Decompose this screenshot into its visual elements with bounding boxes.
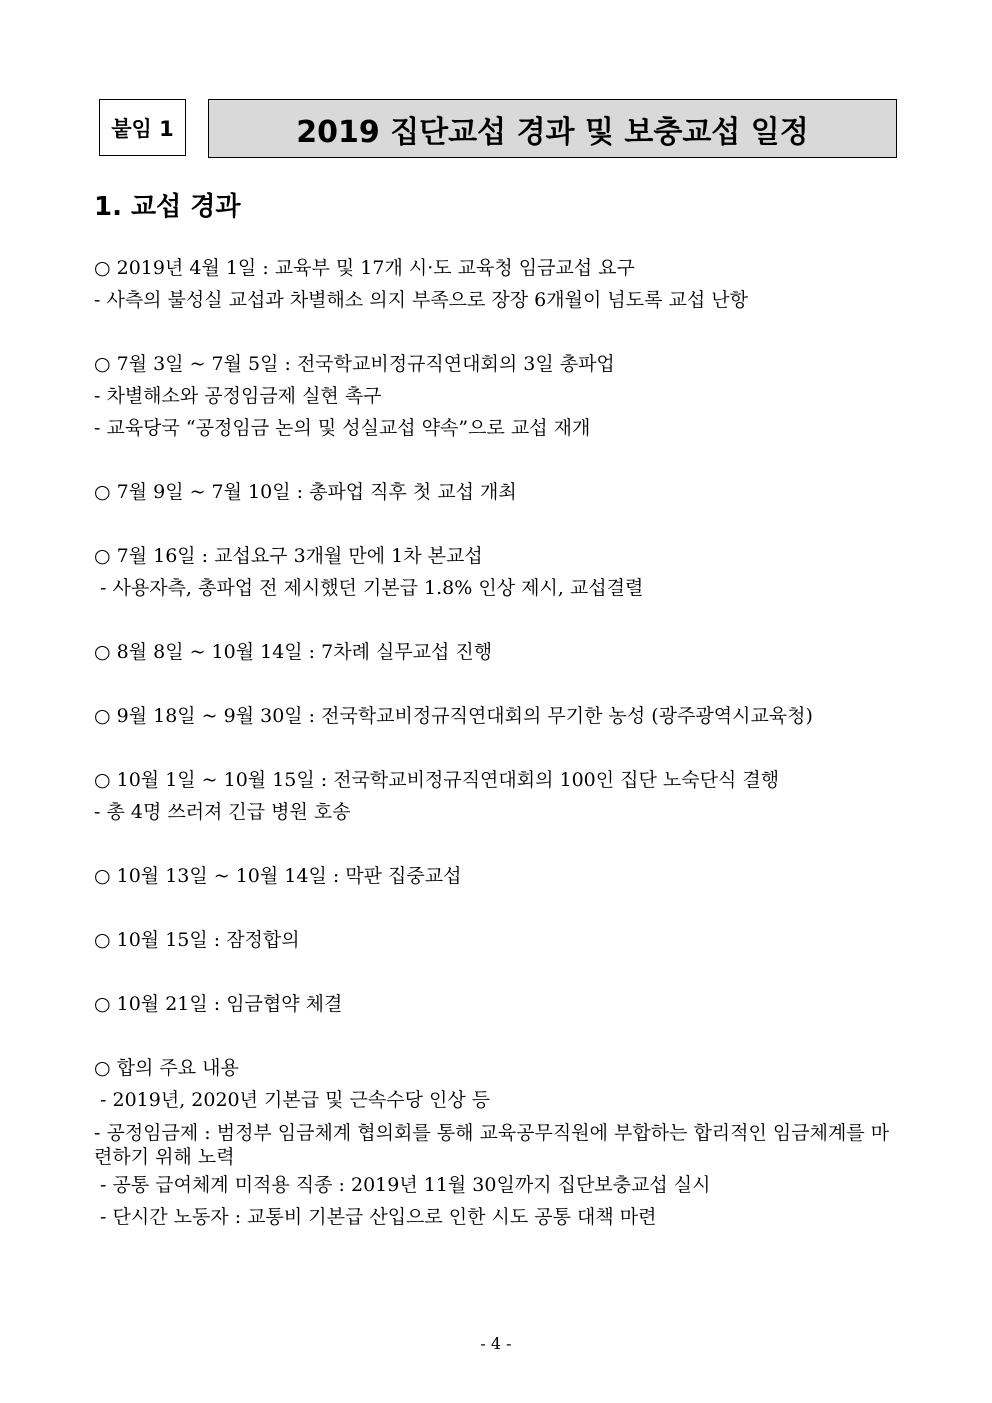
timeline-item-head: ○ 9월 18일 ~ 9월 30일 : 전국학교비정규직연대회의 무기한 농성 (광주광역시교육청) <box>94 705 813 727</box>
timeline-item-detail: - 사측의 불성실 교섭과 차별해소 의지 부족으로 장장 6개월이 넘도록 교섭 난항 <box>94 289 748 311</box>
timeline-item-head: ○ 10월 13일 ~ 10월 14일 : 막판 집중교섭 <box>94 865 462 887</box>
agreement-detail: - 단시간 노동자 : 교통비 기본급 산입으로 인한 시도 공통 대책 마련 <box>94 1206 657 1228</box>
page-number: - 4 - <box>480 1334 512 1353</box>
section-title: 1. 교섭 경과 <box>94 192 241 222</box>
timeline-item-head: ○ 2019년 4월 1일 : 교육부 및 17개 시·도 교육청 임금교섭 요구 <box>94 257 635 279</box>
agreement-detail: - 공통 급여체계 미적용 직종 : 2019년 11월 30일까지 집단보충교섭 실시 <box>94 1174 711 1196</box>
timeline-item-head: ○ 7월 9일 ~ 7월 10일 : 총파업 직후 첫 교섭 개최 <box>94 481 517 503</box>
document-title: 2019 집단교섭 경과 및 보충교섭 일정 <box>208 99 897 158</box>
timeline-item-head: ○ 7월 3일 ~ 7월 5일 : 전국학교비정규직연대회의 3일 총파업 <box>94 353 615 375</box>
timeline-item-head: ○ 10월 1일 ~ 10월 15일 : 전국학교비정규직연대회의 100인 집단 노숙단식 결행 <box>94 769 780 791</box>
timeline-item-detail: - 사용자측, 총파업 전 제시했던 기본급 1.8% 인상 제시, 교섭결렬 <box>94 577 644 599</box>
timeline-content <box>94 252 900 1233</box>
timeline-item-head: ○ 합의 주요 내용 <box>94 1057 239 1079</box>
timeline-item-detail: - 차별해소와 공정임금제 실현 촉구 <box>94 385 382 407</box>
agreement-detail: - 공정임금제 : 범정부 임금체계 협의회를 통해 교육공무직원에 부합하는 합리적인 임금체계를 마련하기 위해 노력 <box>94 1122 890 1168</box>
timeline-item-head: ○ 10월 15일 : 잠정합의 <box>94 929 300 951</box>
timeline-item-detail: - 교육당국 “공정임금 논의 및 성실교섭 약속”으로 교섭 재개 <box>94 417 591 439</box>
agreement-detail: - 2019년, 2020년 기본급 및 근속수당 인상 등 <box>94 1089 491 1111</box>
timeline-item-head: ○ 10월 21일 : 임금협약 체결 <box>94 993 343 1015</box>
attachment-label: 붙임 1 <box>99 99 186 156</box>
timeline-item-head: ○ 7월 16일 : 교섭요구 3개월 만에 1차 본교섭 <box>94 545 483 567</box>
timeline-item-detail: - 총 4명 쓰러져 긴급 병원 호송 <box>94 801 351 823</box>
timeline-item-head: ○ 8월 8일 ~ 10월 14일 : 7차례 실무교섭 진행 <box>94 641 493 663</box>
